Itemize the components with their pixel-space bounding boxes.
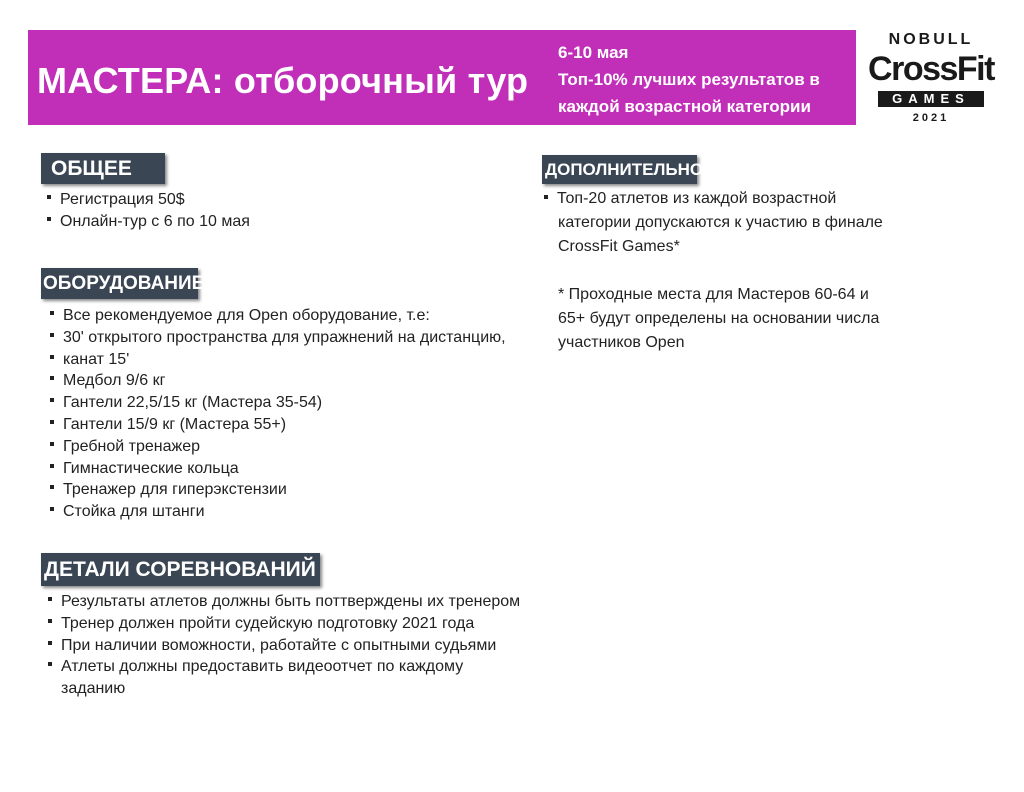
- bullet-icon: [544, 195, 548, 199]
- additional-line: CrossFit Games*: [558, 238, 680, 255]
- additional-text: [558, 187, 938, 355]
- crossfit-games-logo: [866, 30, 996, 130]
- additional-note-line: * Проходные места для Мастеров 60-64 и: [558, 286, 869, 303]
- list-item: Результаты атлетов должны быть поттверждены их тренером: [41, 591, 561, 613]
- logo-year-text: 2021: [912, 112, 950, 124]
- list-item: Гантели 15/9 кг (Мастера 55+): [43, 414, 543, 436]
- list-item: Регистрация 50$: [40, 189, 520, 211]
- header-banner: [28, 30, 856, 125]
- list-item: При наличии воможности, работайте с опытными судьями: [41, 635, 561, 657]
- spacer: [558, 259, 938, 283]
- list-item: Онлайн-тур с 6 по 10 мая: [40, 211, 520, 233]
- section-label-general: ОБЩЕЕ: [41, 153, 165, 184]
- list-item: Тренер должен пройти судейскую подготовку 2021 года: [41, 613, 561, 635]
- banner-qualify-line-1: Топ-10% лучших результатов в: [558, 70, 820, 89]
- banner-info: [558, 39, 820, 120]
- list-item: Гимнастические кольца: [43, 458, 543, 480]
- logo-crossfit-text: CrossFit: [868, 50, 994, 88]
- section-label-equipment: ОБОРУДОВАНИЕ: [41, 268, 198, 299]
- list-item: Стойка для штанги: [43, 501, 543, 523]
- equipment-list: [43, 305, 543, 523]
- list-item: Тренажер для гиперэкстензии: [43, 479, 543, 501]
- details-list: [41, 591, 561, 700]
- list-item: канат 15': [43, 349, 543, 371]
- list-item: Все рекомендуемое для Open оборудование, т.е:: [43, 305, 543, 327]
- list-item: Медбол 9/6 кг: [43, 370, 543, 392]
- section-label-details: ДЕТАЛИ СОРЕВНОВАНИЙ: [41, 553, 320, 586]
- list-item: Гантели 22,5/15 кг (Мастера 35-54): [43, 392, 543, 414]
- additional-note-line: 65+ будут определены на основании числа: [558, 310, 880, 327]
- logo-games-text: GAMES: [878, 91, 984, 107]
- page-title: МАСТЕРА: отборочный тур: [37, 60, 529, 101]
- general-list: [40, 189, 520, 233]
- logo-nobull-text: NOBULL: [888, 31, 974, 48]
- banner-dates: 6-10 мая: [558, 43, 629, 62]
- list-item: Гребной тренажер: [43, 436, 543, 458]
- additional-line: Топ-20 атлетов из каждой возрастной: [558, 187, 938, 211]
- additional-note-line: участников Open: [558, 334, 685, 351]
- additional-line: категории допускаются к участию в финале: [558, 214, 883, 231]
- section-label-additional: ДОПОЛНИТЕЛЬНО: [542, 155, 697, 184]
- banner-qualify-line-2: каждой возрастной категории: [558, 97, 811, 116]
- list-item: Атлеты должны предоставить видеоотчет по каждому заданию: [41, 656, 501, 700]
- list-item: 30' открытого пространства для упражнений на дистанцию,: [43, 327, 543, 349]
